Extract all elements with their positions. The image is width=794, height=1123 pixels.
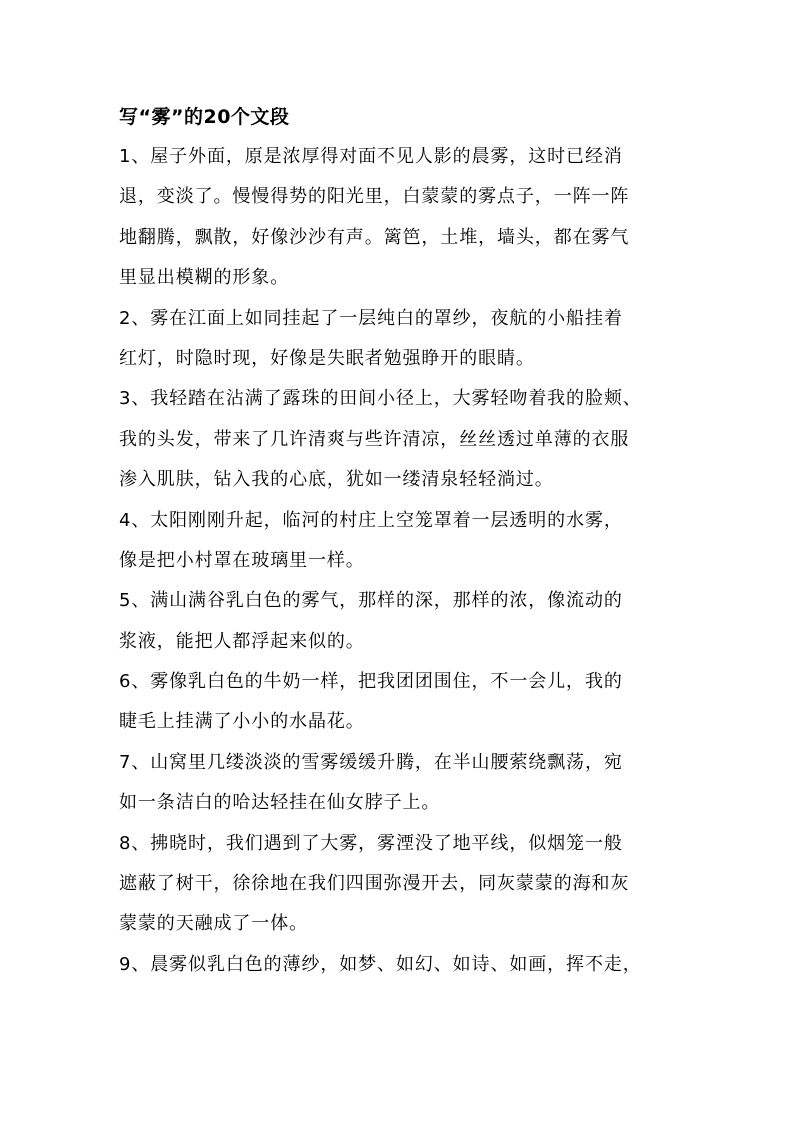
text-line-11: 像是把小村罩在玻璃里一样。 [119,549,365,571]
text-line-15: 睫毛上挂满了小小的水晶花。 [119,711,365,733]
text-line-16: 7、山窝里几缕淡淡的雪雾缓缓升腾，在半山腰萦绕飘荡，宛 [119,751,623,773]
text-line-3: 地翻腾，飘散，好像沙沙有声。篱笆，土堆，墙头，都在雾气 [119,226,630,248]
text-line-14: 6、雾像乳白色的牛奶一样，把我团团围住，不一会儿，我的 [119,671,623,693]
text-line-9: 渗入肌肤，钻入我的心底，犹如一缕清泉轻轻淌过。 [119,469,554,491]
text-line-1: 1、屋子外面，原是浓厚得对面不见人影的晨雾，这时已经消 [119,146,623,167]
text-line-19: 遮蔽了树干，徐徐地在我们四围弥漫开去，同灰蒙蒙的海和灰 [119,873,630,895]
text-line-8: 我的头发，带来了几许清爽与些许清凉，丝丝透过单薄的衣服 [119,428,630,450]
text-line-18: 8、拂晓时，我们遇到了大雾，雾湮没了地平线，似烟笼一般 [119,832,623,854]
text-line-6: 红灯，时隐时现，好像是失眠者勉强睁开的眼睛。 [119,347,535,369]
text-line-7: 3、我轻踏在沾满了露珠的田间小径上，大雾轻吻着我的脸颊、 [119,388,642,410]
text-line-2: 退，变淡了。慢慢得势的阳光里，白蒙蒙的雾点子，一阵一阵 [119,186,630,208]
text-line-20: 蒙蒙的天融成了一体。 [119,913,308,935]
document-body [119,97,679,985]
text-line-17: 如一条洁白的哈达轻挂在仙女脖子上。 [119,792,441,814]
text-line-21: 9、晨雾似乳白色的薄纱，如梦、如幻、如诗、如画，挥不走， [119,953,642,975]
text-line-4: 里显出模糊的形象。 [119,267,290,289]
text-line-12: 5、满山满谷乳白色的雾气，那样的深，那样的浓，像流动的 [119,590,623,612]
document-title: 写“雾”的20个文段 [119,106,290,128]
text-line-5: 2、雾在江面上如同挂起了一层纯白的罩纱，夜航的小船挂着 [119,307,623,329]
text-line-10: 4、太阳刚刚升起，临河的村庄上空笼罩着一层透明的水雾， [119,509,623,531]
paragraph-lines [119,137,679,985]
text-line-13: 浆液，能把人都浮起来似的。 [119,630,365,652]
